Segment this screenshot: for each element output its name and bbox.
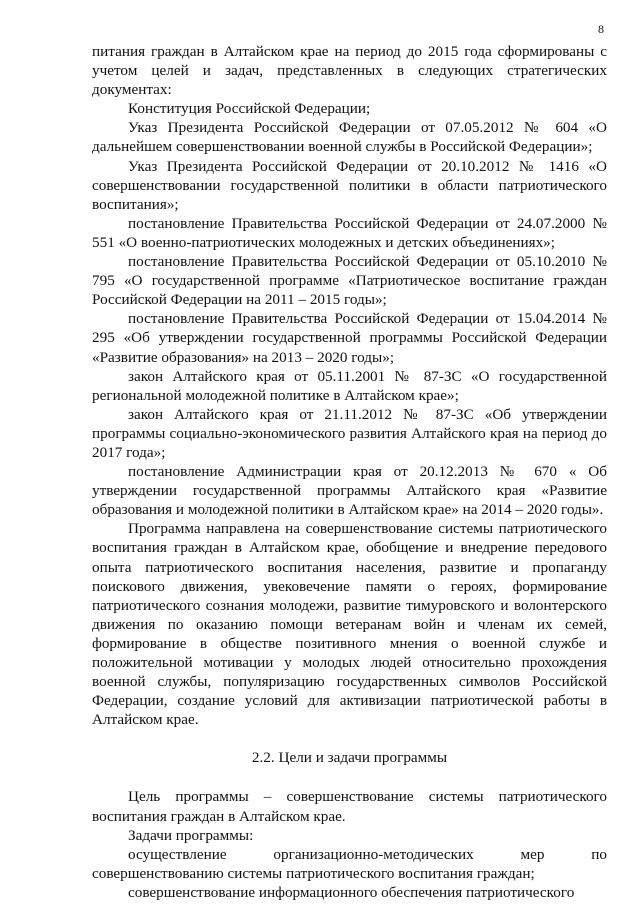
paragraph-program-direction: Программа направлена на совершенствование системы патриотического воспитания граждан в Алтайском крае, обобщение и внедрение передового опыта патриотического воспитания населения, развитие и пропаганду поискового движения, увековечение памяти о героях, формирование патриотического сознания молодежи, развитие тимуровского и волонтерского движения по оказанию помощи ветеранам войн и членам их семей, формирование в обществе позитивного мнения о военной службе и положительной мотивации у молодых людей относительно прохождения военной службы, популяризацию государственных символов Российской Федерации, создание условий для активизации патриотической работы в Алтайском крае. [92, 520, 607, 729]
list-item-resolution-551: постановление Правительства Российской Федерации от 24.07.2000 № 551 «О военно-патриотических молодежных и детских объединениях»; [92, 214, 607, 251]
list-item-decree-604: Указ Президента Российской Федерации от 07.05.2012 № 604 «О дальнейшем совершенствовании военной службы в Российской Федерации»; [92, 119, 607, 156]
document-body [92, 42, 607, 902]
list-item-resolution-670: постановление Администрации края от 20.12.2013 № 670 « Об утверждении государственной программы Алтайского края «Развитие образования и молодежной политики в Алтайском крае» на 2014 – 2020 годы». [92, 463, 607, 519]
paragraph-intro: питания граждан в Алтайском крае на период до 2015 года сформированы с учетом целей и задач, представленных в следующих стратегических документах: [92, 43, 607, 99]
list-item-task-2: совершенствование информационного обеспечения патриотического [128, 883, 575, 901]
list-item-resolution-795: постановление Правительства Российской Федерации от 05.10.2010 № 795 «О государственной программе «Патриотическое воспитание граждан Российской Федерации на 2011 – 2015 годы»; [92, 253, 607, 309]
list-item-decree-1416: Указ Президента Российской Федерации от 20.10.2012 № 1416 «О совершенствовании государственной политики в области патриотического воспитания»; [92, 157, 607, 213]
list-item-law-87-2012: закон Алтайского края от 21.11.2012 № 87-ЗС «Об утверждении программы социально-экономического развития Алтайского края на период до 2017 года»; [92, 405, 607, 461]
list-item-law-87-2001: закон Алтайского края от 05.11.2001 № 87-ЗС «О государственной региональной молодежной политике в Алтайском крае»; [92, 367, 607, 404]
section-heading: 2.2. Цели и задачи программы [251, 749, 448, 767]
list-item-task-1: осуществление организационно-методических мер по совершенствованию системы патриотического воспитания граждан; [92, 845, 607, 882]
list-item-resolution-295: постановление Правительства Российской Федерации от 15.04.2014 № 295 «Об утверждении государственной программы Российской Федерации «Развитие образования» на 2013 – 2020 годы»; [92, 310, 607, 366]
paragraph-goal: Цель программы – совершенствование системы патриотического воспитания граждан в Алтайском крае. [92, 788, 607, 825]
paragraph-tasks-label: Задачи программы: [128, 826, 254, 844]
page-number: 8 [598, 22, 604, 36]
list-item-constitution: Конституция Российской Федерации; [128, 100, 371, 118]
